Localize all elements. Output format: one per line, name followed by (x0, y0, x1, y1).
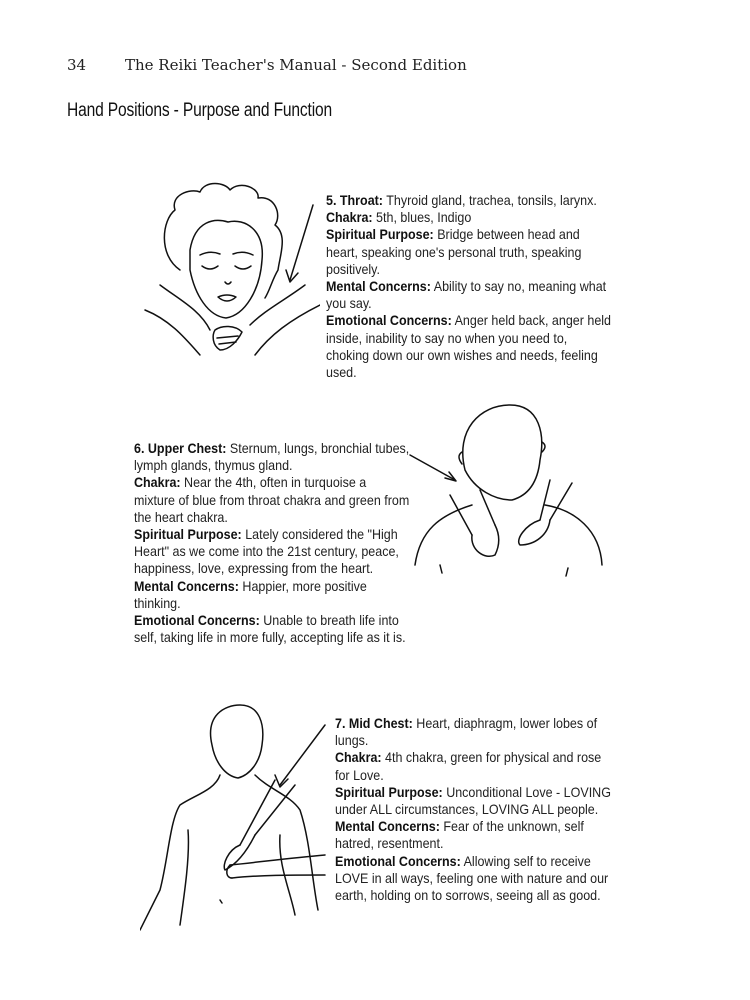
spiritual-text: Unconditional Love - LOVING under ALL circumstances, LOVING ALL people. (335, 784, 611, 818)
spiritual-label: Spiritual Purpose: (335, 784, 443, 800)
book-title: The Reiki Teacher's Manual - Second Edition (125, 56, 467, 74)
chakra-text: Near the 4th, often in turquoise a mixture of blue from throat chakra and green from the heart chakra. (134, 475, 410, 525)
chakra-label: Chakra: (134, 475, 181, 491)
throat-hand-position-illustration (140, 160, 320, 360)
mental-text: Fear of the unknown, self hatred, resentment. (335, 819, 584, 852)
emotional-label: Emotional Concerns: (326, 313, 452, 329)
chakra-text: 5th, blues, Indigo (376, 210, 472, 226)
emotional-text: Allowing self to receive LOVE in all ways, feeling one with nature and our earth, holding on to sorrows, seeing all as good. (335, 853, 609, 904)
position-title: 5. Throat: (326, 193, 383, 208)
emotional-label: Emotional Concerns: (134, 613, 260, 629)
position-body: Thyroid gland, trachea, tonsils, larynx. (386, 193, 597, 208)
section-title: Hand Positions - Purpose and Function (67, 100, 333, 121)
position-body: Sternum, lungs, bronchial tubes, lymph glands, thymus gland. (134, 441, 410, 474)
throat-description (326, 192, 611, 381)
mental-label: Mental Concerns: (134, 578, 239, 594)
mental-label: Mental Concerns: (326, 279, 431, 295)
position-body: Heart, diaphragm, lower lobes of lungs. (335, 716, 598, 749)
chakra-label: Chakra: (326, 210, 373, 226)
chakra-label: Chakra: (335, 750, 382, 766)
upper-chest-description (134, 440, 410, 646)
mental-text: Ability to say no, meaning what you say. (326, 279, 607, 312)
running-header (67, 56, 467, 74)
spiritual-label: Spiritual Purpose: (326, 227, 434, 243)
spiritual-text: Bridge between head and heart, speaking one's personal truth, speaking positively. (326, 227, 582, 277)
chakra-text: 4th chakra, green for physical and rose for Love. (335, 750, 602, 783)
mid-chest-description (335, 715, 611, 904)
spiritual-text: Lately considered the "High Heart" as we come into the 21st century, peace, happiness, love, expressing from the heart. (134, 527, 399, 577)
page-number: 34 (67, 56, 87, 74)
position-title: 6. Upper Chest: (134, 441, 227, 456)
emotional-label: Emotional Concerns: (335, 853, 461, 869)
emotional-text: Anger held back, anger held inside, inability to say no when you need to, choking down our own wishes and needs, feeling used. (326, 313, 612, 381)
mental-text: Happier, more positive thinking. (134, 578, 367, 611)
emotional-text: Unable to breath life into self, taking life in more fully, accepting life as it is. (134, 613, 406, 646)
mental-label: Mental Concerns: (335, 819, 440, 835)
position-title: 7. Mid Chest: (335, 716, 413, 731)
spiritual-label: Spiritual Purpose: (134, 527, 242, 543)
mid-chest-hand-position-illustration (140, 690, 340, 970)
upper-chest-hand-position-illustration (400, 400, 620, 600)
